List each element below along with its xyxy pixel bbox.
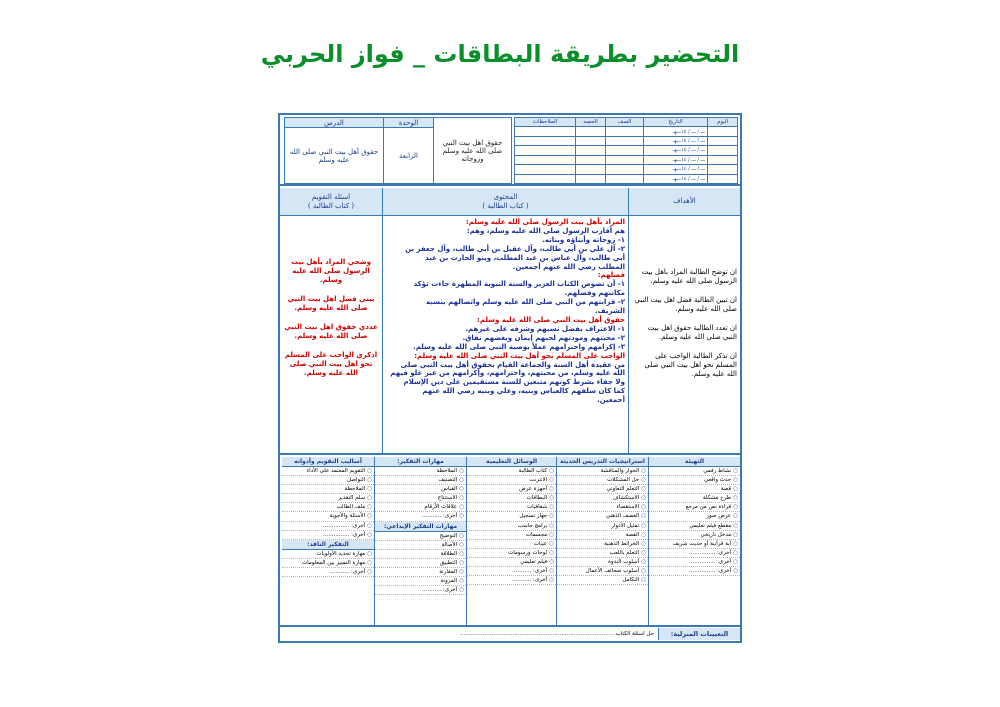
homework-label: التعيينات المنزلية: — [658, 628, 740, 640]
method-option-label: طرح مشكلة — [702, 495, 732, 502]
checkbox-icon[interactable]: ○ — [641, 468, 646, 474]
sched-col-class: الصف — [606, 118, 644, 127]
content-line: الله عليه وسلم، من محبتهم، واحترامهم، وإكرامهم من غير غلو فيهم — [390, 369, 625, 378]
content-line: هم أقارب الرسول صلى الله عليه وسلم، وهم: — [466, 226, 625, 235]
method-option-label: الحوار والمناقشة — [600, 468, 640, 474]
content-line: أبي طالب، وآل عباس بن عبد المطلب، وبنو الحارث بن عبد — [425, 253, 625, 262]
checkbox-icon[interactable]: ○ — [549, 486, 554, 493]
method-option-label: علاقات الأرقام — [424, 504, 458, 511]
method-option-label: التعلم باللعب — [609, 549, 640, 556]
checkbox-icon[interactable]: ○ — [367, 504, 372, 511]
method-option-label: جهاز تسجيل — [519, 513, 548, 520]
checkbox-icon[interactable]: ○ — [733, 468, 738, 474]
method-option-label: قراءة نص من مرجع — [685, 504, 732, 511]
method-option[interactable] — [375, 467, 466, 476]
method-option-label: عينات — [533, 540, 548, 547]
method-option-label: الاستنتاج — [437, 495, 458, 502]
method-option[interactable] — [282, 550, 374, 559]
checkbox-icon[interactable]: ○ — [641, 522, 646, 529]
method-option[interactable] — [557, 558, 648, 567]
method-option[interactable] — [557, 567, 648, 576]
evaluation-item: عددي حقوق اهل بيت النبي صلى الله عليه وسلم. — [284, 323, 378, 340]
checkbox-icon[interactable]: ○ — [549, 531, 554, 538]
checkbox-icon[interactable]: ○ — [733, 513, 738, 520]
method-option[interactable] — [557, 485, 648, 494]
checkbox-icon[interactable]: ○ — [549, 477, 554, 484]
content-heading: المحتوى ( كتاب الطالبة ) — [383, 188, 628, 216]
checkbox-icon[interactable]: ○ — [367, 568, 372, 575]
method-option-label: أسلوب صحائف الأعمال — [585, 568, 640, 575]
method-option[interactable] — [375, 512, 466, 521]
checkbox-icon[interactable]: ○ — [641, 540, 646, 547]
method-option-label: الملاحظة — [344, 486, 366, 493]
method-option-label: أسلوب الندوة — [608, 558, 640, 565]
objectives-heading: الأهداف — [629, 188, 740, 216]
methods-column — [374, 457, 466, 625]
method-option[interactable] — [649, 522, 740, 531]
checkbox-icon[interactable]: ○ — [459, 468, 464, 474]
schedule-row — [515, 174, 738, 183]
method-option[interactable] — [649, 558, 740, 567]
methods-column-heading: الوسائل التعليمية — [467, 457, 556, 467]
lesson-card — [278, 113, 742, 643]
checkbox-icon[interactable]: ○ — [549, 522, 554, 529]
lesson-value: حقوق أهل بيت النبي صلى الله عليه وسلم — [285, 128, 384, 184]
content-line: ٣- إكرامهم واحترامهم عملاً بوصية النبي صلى الله عليه وسلم. — [413, 342, 625, 351]
checkbox-icon[interactable]: ○ — [733, 531, 738, 538]
method-option[interactable] — [467, 503, 556, 512]
method-option-label: كتاب الطالبة — [518, 468, 548, 474]
lesson-topic-box: حقوق اهل بيت النبي صلى الله عليه وسلم وزوجاته — [434, 118, 512, 184]
methods-column — [282, 457, 374, 625]
schedule-row — [515, 155, 738, 164]
method-option[interactable] — [649, 503, 740, 512]
method-option[interactable] — [557, 549, 648, 558]
method-option-label: الاستكشاف — [612, 495, 640, 502]
method-option[interactable] — [649, 567, 740, 576]
method-option-label: القصة — [625, 531, 640, 538]
checkbox-icon[interactable]: ○ — [641, 577, 646, 584]
content-line: أجمعين. — [597, 396, 625, 405]
schedule-row — [515, 146, 738, 155]
checkbox-icon[interactable]: ○ — [459, 568, 464, 575]
checkbox-icon[interactable]: ○ — [459, 587, 464, 594]
method-option[interactable] — [467, 522, 556, 531]
evaluation-item: بيني فضل اهل بيت النبي صلى الله عليه وسلم. — [287, 295, 375, 312]
method-option[interactable] — [375, 550, 466, 559]
objectives-column — [628, 188, 740, 453]
method-option-label: الأصالة — [441, 541, 458, 548]
checkbox-icon[interactable]: ○ — [367, 477, 372, 484]
content-line: حقوق أهل بيت النبي صلى الله عليه وسلم: — [477, 315, 625, 324]
checkbox-icon[interactable]: ○ — [459, 495, 464, 502]
methods-column-heading: استراتيجيات التدريس الحديثة — [557, 457, 648, 467]
checkbox-icon[interactable]: ○ — [733, 477, 738, 484]
method-option-label: مهارة تحديد الأولويات — [316, 550, 366, 557]
checkbox-icon[interactable]: ○ — [367, 559, 372, 566]
method-option-label: فيلم تعليمي — [520, 558, 548, 565]
method-option-label: أخرى: ........... — [422, 513, 458, 520]
method-option-label: التواصل — [347, 477, 366, 484]
content-line: ولا جفاء بشرط كونهم متبعين للسنة مستقيمين على دين الإسلام — [403, 378, 625, 387]
method-option[interactable] — [282, 476, 374, 485]
checkbox-icon[interactable]: ○ — [733, 504, 738, 511]
lesson-table — [284, 117, 512, 184]
content-line: من عقيدة أهل السنة والجماعة القيام بحقوق أهل بيت النبي صلى — [400, 360, 625, 369]
method-option-label: الأسئلة والأجوبة — [329, 513, 366, 520]
method-option[interactable] — [375, 532, 466, 541]
method-option-label: الملاحظة — [436, 468, 458, 474]
method-option-label: أخرى: ........... — [330, 568, 366, 575]
method-option[interactable] — [282, 568, 374, 577]
checkbox-icon[interactable]: ○ — [641, 495, 646, 502]
homework-section — [280, 628, 740, 641]
methods-column — [648, 457, 740, 625]
method-option-label: ملف الطالب — [336, 504, 366, 511]
method-option-label: مجسمات — [525, 531, 548, 538]
method-option[interactable] — [649, 512, 740, 521]
date-cell[interactable]: ـــ / ـــ / ١٤ـــهـ — [644, 165, 708, 174]
checkbox-icon[interactable]: ○ — [733, 568, 738, 575]
content-line: المطلب رضي الله عنهم أجمعين. — [512, 262, 625, 271]
method-option-label: التقويم المعتمد على الأداء — [306, 468, 366, 474]
method-option[interactable] — [282, 503, 374, 512]
method-option[interactable] — [467, 512, 556, 521]
homework-text[interactable]: حل اسئلة الكتاب ........................................................................................ — [460, 631, 654, 637]
method-option[interactable] — [557, 512, 648, 521]
checkbox-icon[interactable]: ○ — [549, 568, 554, 575]
content-line: ١- زوجاته وأبناؤه وبناته. — [542, 235, 625, 244]
checkbox-icon[interactable]: ○ — [459, 559, 464, 566]
method-option[interactable] — [282, 559, 374, 568]
method-option[interactable] — [282, 522, 374, 531]
checkbox-icon[interactable]: ○ — [641, 513, 646, 520]
checkbox-icon[interactable]: ○ — [367, 495, 372, 502]
content-text — [386, 218, 625, 451]
content-line: ١- الاعتراف بفضل نسبهم وشرفه على غيرهم. — [465, 324, 625, 333]
checkbox-icon[interactable]: ○ — [733, 558, 738, 565]
checkbox-icon[interactable]: ○ — [459, 486, 464, 493]
checkbox-icon[interactable]: ○ — [733, 522, 738, 529]
method-option-label: المرونة — [440, 578, 458, 585]
checkbox-icon[interactable]: ○ — [641, 549, 646, 556]
method-option[interactable] — [282, 494, 374, 503]
content-line: المراد بأهل بيت الرسول صلى الله عليه وسلم: — [465, 218, 625, 226]
method-option[interactable] — [375, 559, 466, 568]
schedule-row — [515, 165, 738, 174]
method-option-label: أخرى: ........... — [422, 587, 458, 594]
method-option-label: القياس — [441, 486, 458, 493]
content-line: ٢- محبتهم ومودتهم لحبهم إيمان وبغضهم نفاق. — [462, 333, 625, 342]
method-option[interactable] — [375, 541, 466, 550]
date-cell[interactable]: ـــ / ـــ / ١٤ـــهـ — [644, 174, 708, 183]
unit-value: الرابعة — [384, 128, 434, 184]
checkbox-icon[interactable]: ○ — [641, 568, 646, 575]
method-option-label: لوحات ورسومات — [508, 549, 548, 556]
sched-col-notes: الملاحظات — [515, 118, 576, 127]
method-option[interactable] — [557, 494, 648, 503]
methods-column — [556, 457, 648, 625]
objective-item: ان تذكر الطالبة الواجب على المسلم نحو اهل بيت النبي صلى الله عليه وسلم. — [644, 352, 737, 378]
page-title: التحضير بطريقة البطاقات _ فواز الحربي — [260, 40, 740, 68]
method-option-label: الطلاقة — [440, 550, 458, 557]
method-option[interactable] — [649, 549, 740, 558]
method-option[interactable] — [375, 485, 466, 494]
methods-subheading: التفكير الناقد: — [282, 540, 374, 550]
checkbox-icon[interactable]: ○ — [367, 513, 372, 520]
method-option[interactable] — [375, 568, 466, 577]
checkbox-icon[interactable]: ○ — [549, 549, 554, 556]
method-option-label: أخرى: ............... — [689, 549, 732, 556]
method-option-label: التصنيف — [438, 477, 458, 484]
checkbox-icon[interactable]: ○ — [641, 477, 646, 484]
method-option[interactable] — [649, 467, 740, 476]
methods-column-heading: التهيئة — [649, 457, 740, 467]
checkbox-icon[interactable]: ○ — [549, 495, 554, 502]
content-line: كما كان سلفهم كالعباس وبنيه، وعلي وبنيه رضي الله عنهم — [422, 387, 625, 396]
unit-header: الوحدة — [384, 118, 434, 128]
schedule-table — [514, 117, 738, 184]
method-option[interactable] — [375, 586, 466, 595]
method-option[interactable] — [649, 540, 740, 549]
checkbox-icon[interactable]: ○ — [549, 577, 554, 584]
content-line: ٢- آل علي بن أبي طالب، وآل عقيل بن أبي طالب، وآل جعفر بن — [405, 244, 625, 253]
sched-col-date: التاريخ — [644, 118, 708, 127]
checkbox-icon[interactable]: ○ — [459, 504, 464, 511]
methods-grid — [280, 457, 740, 627]
method-option[interactable] — [467, 567, 556, 576]
method-option-label: العصف الذهني — [605, 513, 640, 520]
method-option[interactable] — [649, 485, 740, 494]
method-option-label: حدث واقعي — [703, 477, 732, 484]
method-option-label: برامج حاسب — [517, 522, 548, 529]
checkbox-icon[interactable]: ○ — [733, 486, 738, 493]
date-cell[interactable]: ـــ / ـــ / ١٤ـــهـ — [644, 146, 708, 155]
method-option[interactable] — [557, 476, 648, 485]
method-option-label: الاستقصاء — [616, 504, 640, 511]
method-option[interactable] — [467, 531, 556, 540]
content-line: مكانتهم وفضلهم. — [564, 289, 625, 298]
checkbox-icon[interactable]: ○ — [733, 549, 738, 556]
checkbox-icon[interactable]: ○ — [459, 513, 464, 520]
method-option-label: تمثيل الأدوار — [611, 522, 640, 529]
checkbox-icon[interactable]: ○ — [549, 540, 554, 547]
checkbox-icon[interactable]: ○ — [549, 558, 554, 565]
checkbox-icon[interactable]: ○ — [459, 477, 464, 484]
method-option-label: آية قرآنية أو حديث شريف — [672, 540, 732, 547]
content-line: فضلهم: — [597, 271, 625, 280]
methods-column — [466, 457, 556, 625]
sched-col-day: اليوم — [708, 118, 738, 127]
method-option[interactable] — [375, 494, 466, 503]
method-option[interactable] — [557, 467, 648, 476]
evaluation-item: وضحي المراد بأهل بيت الرسول صلى الله عليه وسلم. — [291, 258, 371, 284]
method-option[interactable] — [649, 476, 740, 485]
checkbox-icon[interactable]: ○ — [549, 513, 554, 520]
methods-subheading: مهارات التفكير الإبداعي: — [375, 522, 466, 532]
methods-column-heading: أساليب التقويم وأدواته — [282, 457, 374, 467]
method-option[interactable] — [467, 540, 556, 549]
checkbox-icon[interactable]: ○ — [641, 504, 646, 511]
method-option[interactable] — [557, 576, 648, 585]
checkbox-icon[interactable]: ○ — [733, 495, 738, 502]
lesson-header: الدرس — [285, 118, 384, 128]
method-option[interactable] — [649, 494, 740, 503]
method-option-label: مقطع فيلم تعليمي — [689, 522, 732, 529]
content-line: ٢- قرابتهم من النبي صلى الله عليه وسلم واتصالهم بنسبه — [425, 298, 625, 307]
method-option-label: شفافيات — [526, 504, 548, 511]
method-option-label: أجهزة عرض — [519, 486, 548, 493]
method-option[interactable] — [467, 558, 556, 567]
method-option[interactable] — [375, 577, 466, 586]
method-option[interactable] — [467, 485, 556, 494]
checkbox-icon[interactable]: ○ — [733, 540, 738, 547]
method-option[interactable] — [557, 522, 648, 531]
method-option[interactable] — [375, 476, 466, 485]
methods-column-heading: مهارات التفكير: — [375, 457, 466, 467]
method-option-label: البطاقات — [526, 495, 548, 502]
method-option[interactable] — [557, 531, 648, 540]
objective-item: ان توضح الطالبة المراد باهل بيت الرسول صلى الله عليه وسلم. — [641, 268, 737, 285]
method-option[interactable] — [467, 576, 556, 585]
checkbox-icon[interactable]: ○ — [459, 532, 464, 539]
method-option-label: أخرى: ............... — [689, 558, 732, 565]
checkbox-icon[interactable]: ○ — [549, 504, 554, 511]
method-option[interactable] — [282, 485, 374, 494]
method-option-label: التوضيح — [439, 532, 458, 539]
method-option[interactable] — [282, 512, 374, 521]
lesson-body — [280, 188, 740, 455]
method-option-label: أخرى: ............... — [689, 568, 732, 575]
checkbox-icon[interactable]: ○ — [641, 531, 646, 538]
method-option-label: التكامل — [622, 577, 640, 584]
method-option-label: التعلم التعاوني — [606, 486, 640, 493]
checkbox-icon[interactable]: ○ — [549, 468, 554, 474]
objective-item: ان تبين الطالبة فضل اهل بيت النبي صلى الله عليه وسلم. — [634, 296, 737, 313]
date-cell[interactable]: ـــ / ـــ / ١٤ـــهـ — [644, 127, 708, 136]
method-option-label: أخرى: ............... — [323, 531, 366, 538]
method-option[interactable] — [557, 540, 648, 549]
checkbox-icon[interactable]: ○ — [367, 531, 372, 538]
evaluation-column — [280, 188, 382, 453]
method-option[interactable] — [467, 476, 556, 485]
checkbox-icon[interactable]: ○ — [367, 486, 372, 493]
schedule-row — [515, 127, 738, 136]
evaluation-list — [283, 258, 379, 451]
date-cell[interactable]: ـــ / ـــ / ١٤ـــهـ — [644, 136, 708, 145]
method-option-label: الانترنت — [529, 477, 548, 484]
evaluation-heading: اسئله التقويم ( كتاب الطالبة ) — [280, 188, 382, 216]
checkbox-icon[interactable]: ○ — [367, 522, 372, 529]
method-option-label: مدخل تاريخي — [700, 531, 732, 538]
content-column — [382, 188, 628, 453]
method-option-label: حل المشكلات — [607, 477, 640, 484]
method-option-label: أخرى: ............... — [323, 522, 366, 529]
content-line: الشريف. — [594, 307, 625, 316]
method-option[interactable] — [467, 549, 556, 558]
sched-col-period: الحصه — [576, 118, 606, 127]
method-option-label: الخرائط الذهنية — [604, 540, 640, 547]
checkbox-icon[interactable]: ○ — [459, 550, 464, 557]
method-option-label: سلم التقدير — [338, 495, 366, 502]
checkbox-icon[interactable]: ○ — [367, 550, 372, 557]
method-option-label: نشاط رقمي — [703, 468, 732, 474]
checkbox-icon[interactable]: ○ — [641, 558, 646, 565]
method-option-label: التطبيق — [439, 559, 458, 566]
method-option-label: أخرى: ........... — [512, 568, 548, 575]
checkbox-icon[interactable]: ○ — [641, 486, 646, 493]
checkbox-icon[interactable]: ○ — [367, 468, 372, 474]
objective-item: ان تعدد الطالبة حقوق اهل بيت النبي صلى الله عليه وسلم. — [647, 324, 737, 341]
checkbox-icon[interactable]: ○ — [459, 541, 464, 548]
method-option-label: عرض صور — [706, 513, 732, 520]
header-section — [280, 115, 740, 186]
method-option-label: قصة — [720, 486, 732, 493]
content-line: الواجب على المسلم نحو أهل بيت النبي صلى الله عليه وسلم: — [414, 351, 625, 360]
schedule-row — [515, 136, 738, 145]
content-line: ١- أن نصوص الكتاب العزيز والسنة النبوية المطهرة جاءت تؤكد — [413, 280, 625, 289]
date-cell[interactable]: ـــ / ـــ / ١٤ـــهـ — [644, 155, 708, 164]
method-option[interactable] — [375, 503, 466, 512]
checkbox-icon[interactable]: ○ — [459, 578, 464, 585]
method-option[interactable] — [282, 467, 374, 476]
method-option[interactable] — [467, 467, 556, 476]
evaluation-item: اذكري الواجب على المسلم نحو اهل بيت النبي صلى الله عليه وسلم. — [284, 351, 378, 377]
method-option[interactable] — [649, 531, 740, 540]
method-option[interactable] — [467, 494, 556, 503]
method-option[interactable] — [557, 503, 648, 512]
method-option-label: أخرى: ........... — [512, 577, 548, 584]
method-option-label: المقارنة — [439, 568, 458, 575]
objectives-list — [632, 268, 737, 451]
method-option-label: مهارة التمييز بين المعلومات — [301, 559, 366, 566]
method-option[interactable] — [282, 531, 374, 540]
